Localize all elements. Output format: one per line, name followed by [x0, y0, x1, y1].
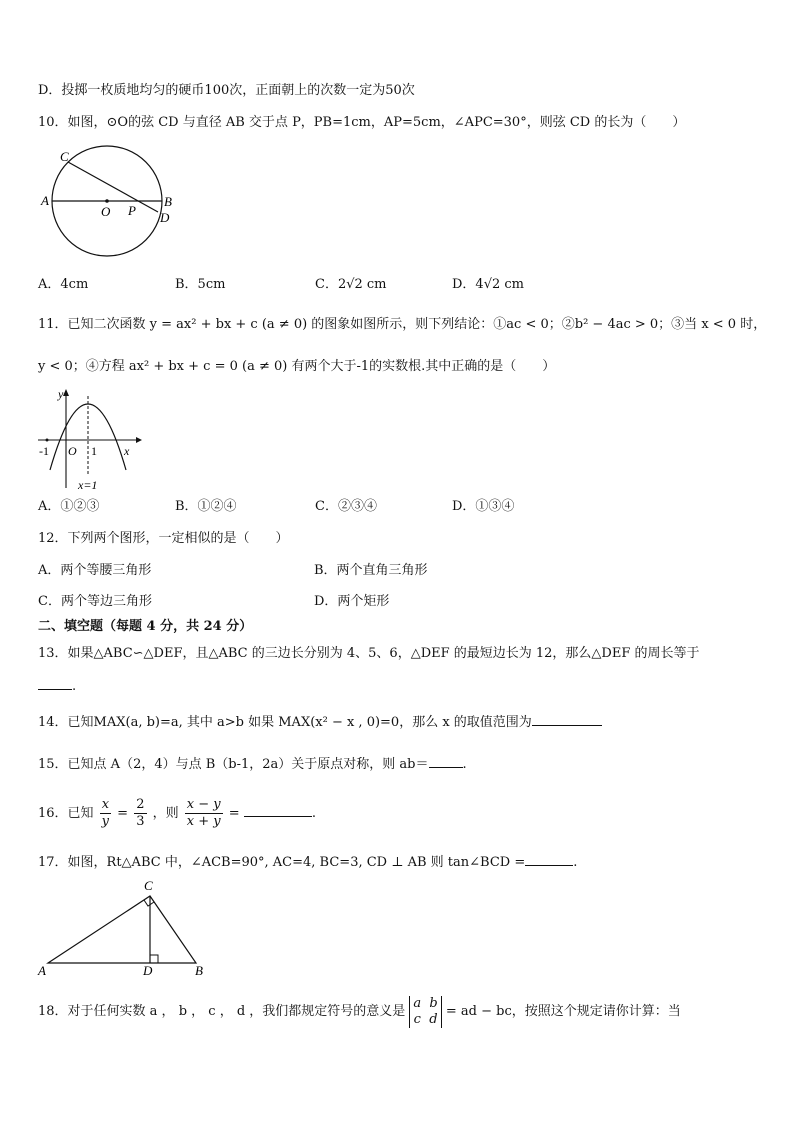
q10-option-b: B．5cm — [175, 277, 226, 292]
q11-parabola-figure — [36, 384, 146, 494]
x-axis-arrow — [136, 437, 142, 443]
q16-prefix: 16．已知 — [38, 806, 94, 821]
q15-stem: 15．已知点 A（2，4）与点 B（b-1，2a）关于原点对称，则 ab＝ — [38, 757, 429, 772]
q16-fraction-target: $\frac{x - y}{x + y}$ — [186, 797, 221, 829]
q12-option-d: D．两个矩形 — [314, 594, 390, 609]
label-a: A — [38, 963, 46, 978]
q13-answer-line — [38, 676, 76, 696]
q13-answer-blank[interactable] — [38, 676, 72, 690]
label-axis-eq: x=1 — [78, 478, 98, 492]
section-title-fill-in: 二、填空题（每题 4 分，共 24 分） — [38, 619, 253, 634]
q18-determinant: a b c d — [409, 996, 441, 1028]
label-c: C — [144, 878, 153, 893]
q16-equals-2: = — [228, 806, 240, 821]
q11-stem-line1: 11．已知二次函数 y = ax² + bx + c (a ≠ 0) 的图象如图所示，则下列结论：①ac < 0；②b² − 4ac > 0；③当 x < 0 时， — [38, 317, 767, 332]
q17-tail: . — [573, 855, 578, 870]
label-origin: O — [68, 444, 77, 458]
label-d: D — [143, 963, 153, 978]
q16-tail: . — [311, 806, 316, 821]
q10-option-c: C．2√2 cm — [315, 277, 387, 292]
q12-option-c: C．两个等边三角形 — [38, 594, 152, 609]
q10-circle-figure — [38, 142, 188, 262]
neg1-point — [46, 439, 49, 442]
q15-answer-blank[interactable] — [429, 754, 463, 768]
q11-option-a: A．①②③ — [38, 499, 100, 514]
q17-line — [38, 852, 577, 872]
right-angle-mark-c — [144, 900, 154, 906]
label-c: C — [60, 149, 69, 164]
q14-stem: 14．已知MAX(a, b)=a, 其中 a>b 如果 MAX(x² − x , 0)=0，那么 x 的取值范围为 — [38, 715, 532, 730]
label-d: D — [160, 210, 170, 225]
label-b: B — [164, 194, 172, 209]
q12-option-a: A．两个等腰三角形 — [38, 563, 152, 578]
q16-fraction-x-over-y: $\frac{x}{y}$ — [101, 797, 110, 829]
q16-answer-blank[interactable] — [244, 803, 312, 817]
q13-tail: . — [72, 679, 77, 694]
q10-option-d: D．4√2 cm — [452, 277, 524, 292]
q16-fraction-2-over-3: $\frac{2}{3}$ — [136, 797, 145, 829]
q9-option-d: D．投掷一枚质地均匀的硬币100次，正面朝上的次数一定为50次 — [38, 83, 415, 98]
q14-answer-blank[interactable] — [532, 712, 602, 726]
label-o: O — [101, 204, 111, 219]
q16-mid: ，则 — [152, 806, 179, 821]
label-a: A — [41, 193, 49, 208]
label-neg1: -1 — [39, 444, 49, 458]
q15-tail: . — [462, 757, 467, 772]
chord-cd — [68, 162, 158, 212]
q16-equals: = — [117, 806, 129, 821]
q12-option-b: B．两个直角三角形 — [314, 563, 428, 578]
q17-answer-blank[interactable] — [525, 852, 573, 866]
q17-stem: 17．如图，Rt△ABC 中，∠ACB=90°, AC=4, BC=3, CD ⊥ AB 则 tan∠BCD = — [38, 855, 526, 870]
center-point — [105, 199, 109, 203]
q12-stem: 12．下列两个图形，一定相似的是（ ） — [38, 531, 289, 546]
q11-option-d: D．①③④ — [452, 499, 515, 514]
q11-stem-line2: y < 0；④方程 ax² + bx + c = 0 (a ≠ 0) 有两个大于-1的实数根.其中正确的是（ ） — [38, 359, 556, 374]
q17-triangle-figure — [36, 876, 216, 980]
right-angle-mark-d — [150, 955, 158, 963]
q10-option-a: A．4cm — [38, 277, 89, 292]
q18-line — [38, 994, 681, 1030]
q18-prefix: 18．对于任何实数 a ， b ， c ， d ，我们都规定符号的意义是 — [38, 1004, 406, 1019]
label-x: x — [124, 444, 130, 458]
q13-stem: 13．如果△ABC∽△DEF，且△ABC 的三边长分别为 4、5、6，△DEF 的最短边长为 12，那么△DEF 的周长等于 — [38, 646, 700, 661]
y-axis-arrow — [63, 389, 69, 396]
q18-suffix: = ad − bc，按照这个规定请你计算：当 — [445, 1004, 681, 1019]
label-b: B — [195, 963, 203, 978]
q15-line — [38, 754, 467, 774]
label-one: 1 — [91, 444, 97, 458]
label-y: y — [58, 387, 64, 401]
q10-stem: 10．如图，⊙O的弦 CD 与直径 AB 交于点 P，PB=1cm，AP=5cm，∠APC=30°，则弦 CD 的长为（ ） — [38, 115, 686, 130]
label-p: P — [128, 203, 136, 218]
q11-option-c: C．②③④ — [315, 499, 377, 514]
triangle-abc — [48, 896, 196, 963]
q14-line — [38, 712, 602, 732]
q16-line — [38, 794, 316, 834]
q11-option-b: B．①②④ — [175, 499, 237, 514]
